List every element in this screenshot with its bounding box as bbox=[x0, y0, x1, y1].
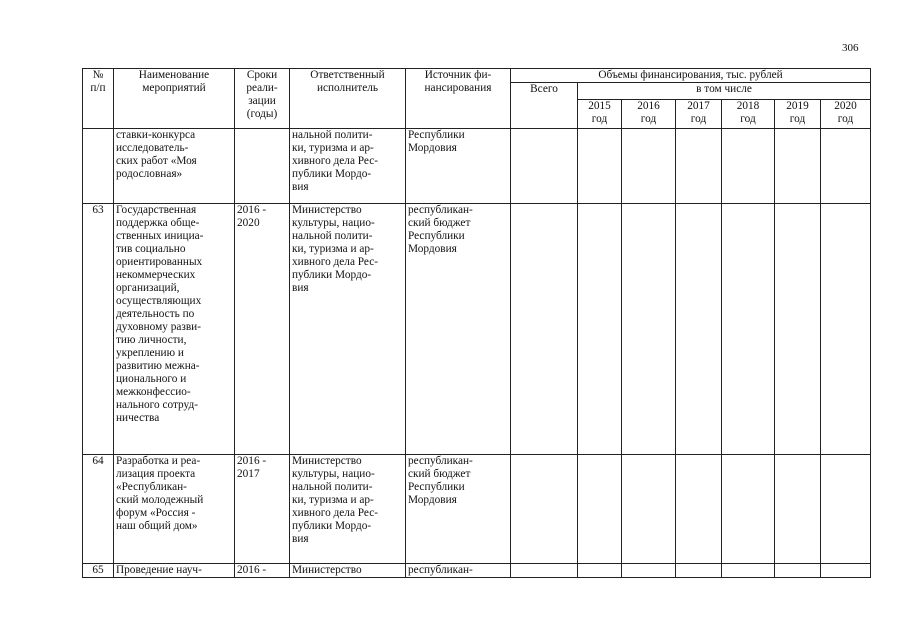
row-num bbox=[83, 129, 114, 204]
row-2020 bbox=[821, 455, 871, 564]
funding-table bbox=[82, 68, 871, 578]
header-col-executor: Ответственный исполнитель bbox=[290, 69, 406, 129]
header-year-2016: 2016 год bbox=[622, 100, 676, 129]
row-2015 bbox=[578, 455, 622, 564]
row-num: 63 bbox=[83, 204, 114, 455]
header-col-num: № п/п bbox=[83, 69, 114, 129]
row-2020 bbox=[821, 204, 871, 455]
header-col-total: Всего bbox=[511, 83, 578, 129]
table-row bbox=[83, 455, 871, 564]
header-row-top bbox=[83, 69, 871, 83]
row-name: Государственная поддержка обще- ственных инициа- тив социально ориентированных некоммерческих организаций, осуществляющих деятельность по духовному разви- тию личности, укреплению и развитию межна- ционального и межконфессио- нального сотруд- ничества bbox=[114, 204, 235, 455]
row-total bbox=[511, 564, 578, 578]
row-2017 bbox=[676, 455, 722, 564]
header-year-2019: 2019 год bbox=[775, 100, 821, 129]
row-executor: нальной полити- ки, туризма и ар- хивного дела Рес- публики Мордо- вия bbox=[290, 129, 406, 204]
row-2019 bbox=[775, 129, 821, 204]
row-terms: 2016 - 2017 bbox=[235, 455, 290, 564]
row-2018 bbox=[722, 204, 775, 455]
table-row bbox=[83, 129, 871, 204]
row-2019 bbox=[775, 564, 821, 578]
header-col-terms: Сроки реали- зации (годы) bbox=[235, 69, 290, 129]
header-col-source: Источник фи- нансирования bbox=[406, 69, 511, 129]
row-source: республикан- ский бюджет Республики Мордовия bbox=[406, 204, 511, 455]
table-row bbox=[83, 564, 871, 578]
row-2017 bbox=[676, 564, 722, 578]
row-2018 bbox=[722, 564, 775, 578]
row-2015 bbox=[578, 204, 622, 455]
row-name: ставки-конкурса исследователь- ских работ «Моя родословная» bbox=[114, 129, 235, 204]
row-2018 bbox=[722, 455, 775, 564]
row-2020 bbox=[821, 564, 871, 578]
row-total bbox=[511, 204, 578, 455]
header-col-funding: Объемы финансирования, тыс. рублей bbox=[511, 69, 871, 83]
row-executor: Министерство культуры, нацио- нальной полити- ки, туризма и ар- хивного дела Рес- публики Мордо- вия bbox=[290, 204, 406, 455]
row-source: республикан- ский бюджет Республики Мордовия bbox=[406, 455, 511, 564]
header-year-2018: 2018 год bbox=[722, 100, 775, 129]
header-col-name: Наименование мероприятий bbox=[114, 69, 235, 129]
row-2016 bbox=[622, 564, 676, 578]
row-executor: Министерство культуры, нацио- нальной полити- ки, туризма и ар- хивного дела Рес- публики Мордо- вия bbox=[290, 455, 406, 564]
row-terms: 2016 - 2020 bbox=[235, 204, 290, 455]
row-2015 bbox=[578, 129, 622, 204]
row-num: 64 bbox=[83, 455, 114, 564]
row-2018 bbox=[722, 129, 775, 204]
row-name: Проведение науч- bbox=[114, 564, 235, 578]
row-source: Республики Мордовия bbox=[406, 129, 511, 204]
row-terms bbox=[235, 129, 290, 204]
row-source: республикан- bbox=[406, 564, 511, 578]
header-year-2020: 2020 год bbox=[821, 100, 871, 129]
row-2017 bbox=[676, 204, 722, 455]
row-2016 bbox=[622, 129, 676, 204]
row-num: 65 bbox=[83, 564, 114, 578]
row-terms: 2016 - bbox=[235, 564, 290, 578]
row-name: Разработка и реа- лизация проекта «Республикан- ский молодежный форум «Россия - наш общий дом» bbox=[114, 455, 235, 564]
header-year-2017: 2017 год bbox=[676, 100, 722, 129]
row-2016 bbox=[622, 204, 676, 455]
row-executor: Министерство bbox=[290, 564, 406, 578]
row-total bbox=[511, 455, 578, 564]
row-total bbox=[511, 129, 578, 204]
row-2019 bbox=[775, 455, 821, 564]
row-2017 bbox=[676, 129, 722, 204]
page-number: 306 bbox=[842, 42, 859, 54]
header-col-including: в том числе bbox=[578, 83, 871, 100]
row-2016 bbox=[622, 455, 676, 564]
table-row bbox=[83, 204, 871, 455]
row-2015 bbox=[578, 564, 622, 578]
header-year-2015: 2015 год bbox=[578, 100, 622, 129]
row-2020 bbox=[821, 129, 871, 204]
row-2019 bbox=[775, 204, 821, 455]
